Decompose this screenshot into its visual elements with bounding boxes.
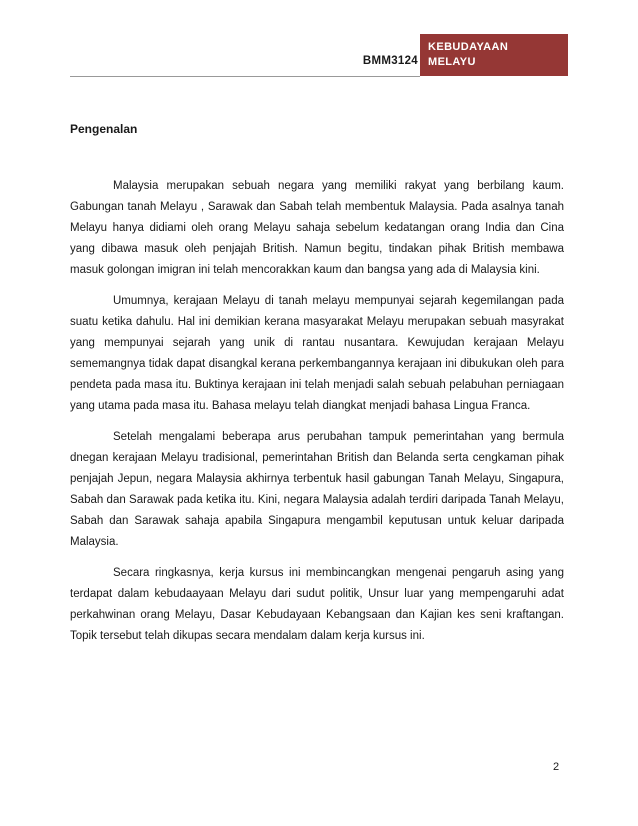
page-number: 2 [553,761,560,773]
course-code: BMM3124 [362,55,418,67]
header-divider [70,76,420,77]
section-heading: Pengenalan [70,122,138,136]
document-body [70,176,564,657]
paragraph: Setelah mengalami beberapa arus perubahan tampuk pemerintahan yang bermula dnegan kerajaan Melayu tradisional, pemerintahan British dan Belanda serta cengkaman pihak penjajah Jepun, negara Malaysia akhirnya terbentuk hasil gabungan Tanah Melayu, Singapura, Sabah dan Sarawak pada ketika itu. Kini, negara Malaysia adalah terdiri daripada Tanah Melayu, Sabah dan Sarawak sahaja apabila Singapura mengambil keputusan untuk keluar daripada Malaysia. [70,431,564,548]
paragraph: Umumnya, kerajaan Melayu di tanah melayu mempunyai sejarah kegemilangan pada suatu ketika dahulu. Hal ini demikian kerana masyarakat Melayu merupakan sebuah masyrakat yang mempunyai sejarah yang unik di rantau nusantara. Kewujudan kerajaan Melayu sememangnya tidak dapat disangkal kerana perkembangannya kerajaan ini dibukukan oleh para pendeta pada masa itu. Buktinya kerajaan ini telah menjadi salah sebuah pelabuhan perniagaan yang utama pada masa itu. Bahasa melayu telah diangkat menjadi bahasa Lingua Franca. [70,295,564,412]
paragraph: Secara ringkasnya, kerja kursus ini membincangkan mengenai pengaruh asing yang terdapat dalam kebudaayaan Melayu dari sudut politik, Unsur luar yang mempengaruhi adat perkahwinan orang Melayu, Dasar Kebudayaan Kebangsaan dan Kajian kes seni kraftangan. Topik tersebut telah dikupas secara mendalam dalam kerja kursus ini. [70,567,564,642]
course-title-line-2: MELAYU [428,56,476,68]
paragraph: Malaysia merupakan sebuah negara yang memiliki rakyat yang berbilang kaum. Gabungan tanah Melayu , Sarawak dan Sabah telah membentuk Malaysia. Pada asalnya tanah Melayu hanya didiami oleh orang Melayu sahaja sebelum kedatangan orang India dan Cina yang dibawa masuk oleh penjajah British. Namun begitu, tindakan pihak British membawa masuk golongan imigran ini telah mencorakkan kaum dan bangsa yang ada di Malaysia kini. [70,180,564,276]
course-title-line-1: KEBUDAYAAN [428,41,509,53]
course-title-banner [420,34,568,76]
